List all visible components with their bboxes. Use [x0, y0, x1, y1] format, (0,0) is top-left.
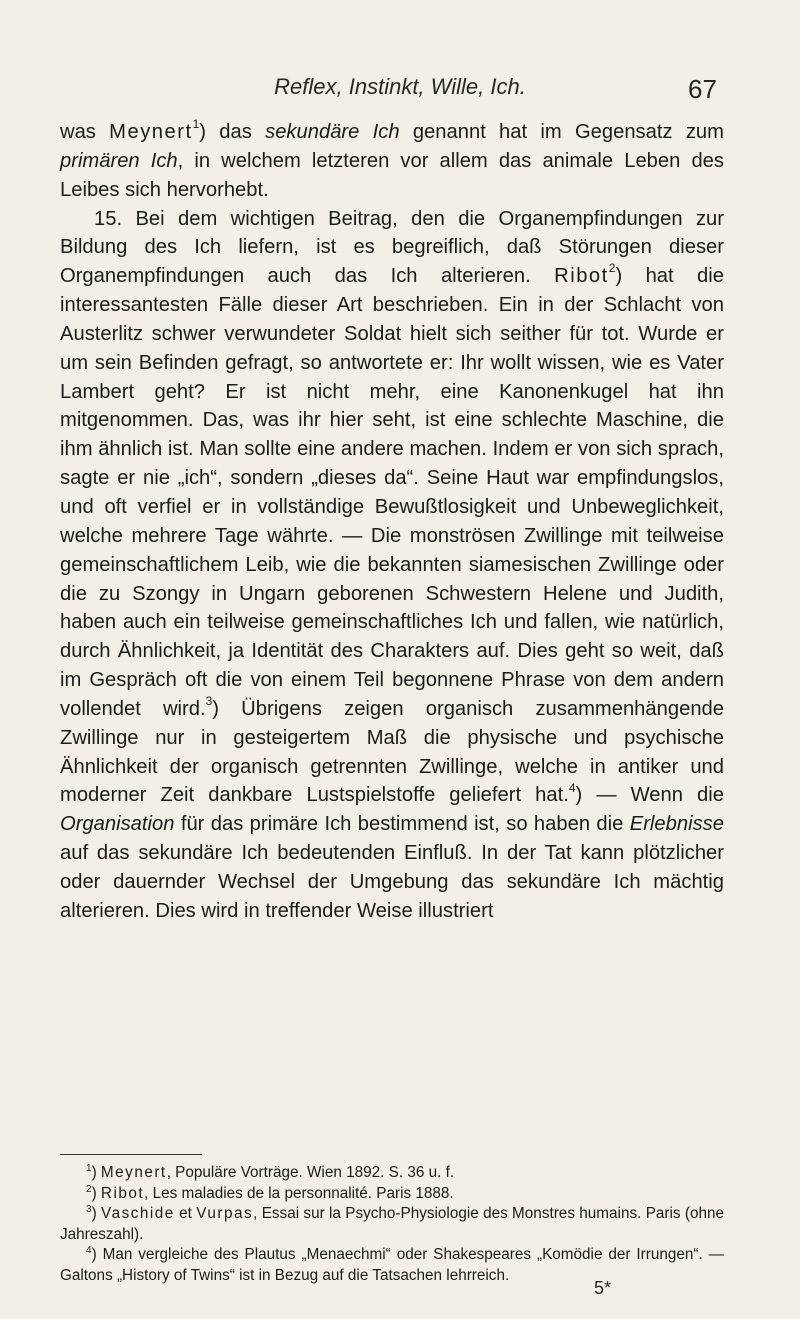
emphasis: sekundäre Ich	[265, 121, 400, 143]
text-run: für das primäre Ich bestimmend ist, so haben die	[174, 813, 630, 836]
footnote-number: 2	[86, 1183, 92, 1195]
text-run: ) das	[199, 121, 266, 143]
emphasis: Erlebnisse	[629, 813, 724, 836]
text-run: ) Übrigens zeigen organisch zusammenhängende Zwillinge nur in gesteigertem Maß die physische und psychische Ähnlichkeit der organisch getrennten Zwillinge, welche in antiker und moderner Zeit dankbare Lustspielstoffe geliefert hat.	[60, 697, 724, 807]
footnote-marker: 3	[205, 694, 213, 709]
paragraph	[60, 205, 724, 926]
footnote-marker: 2	[608, 261, 616, 276]
emphasis: Organisation	[60, 813, 175, 836]
text-run: was	[60, 121, 110, 143]
text-run: 15. Bei dem wichtigen Beitrag, den die Organempfindungen zur Bildung des Ich liefern, ist es begreiflich, daß Störungen dieser Organempfindungen auch das Ich alterieren.	[60, 207, 724, 288]
author-name: Meynert	[100, 1164, 167, 1181]
text-run: genannt hat im Gegensatz zum	[399, 121, 724, 143]
text-run: et	[174, 1205, 197, 1223]
text-run: auf das sekundäre Ich bedeutenden Einfluß. In der Tat kann plötzlicher oder dauernder Wechsel der Umgebung das sekundäre Ich mächtig alterieren. Dies wird in treffender Weise illustriert	[60, 842, 724, 922]
paragraph	[60, 118, 724, 205]
footnote-number: 3	[86, 1204, 92, 1216]
signature-mark: 5*	[594, 1278, 612, 1298]
emphasis: primären Ich	[60, 149, 178, 172]
footnote-marker: 1	[192, 117, 200, 132]
footnote-number: 1	[86, 1162, 92, 1174]
author-name: Meynert	[109, 121, 193, 143]
text-run: ) — Wenn die	[575, 784, 724, 807]
footnotes	[60, 1163, 724, 1287]
author-name: Ribot	[554, 265, 609, 288]
author-name: Ribot	[100, 1184, 145, 1202]
footnote-number: 4	[86, 1245, 92, 1257]
body-text	[60, 118, 724, 926]
text-run: , in welchem letzteren vor allem das animale Leben des Leibes sich hervorhebt.	[60, 149, 724, 201]
running-title: Reflex, Instinkt, Wille, Ich.	[274, 74, 526, 99]
footnote: $^4$) Man vergleiche des Plautus „Menaechmi“ oder Shakespeares „Komödie der Irrungen“. — Galtons „History of Twins“ ist in Bezug auf die Tatsachen lehrreich.	[60, 1245, 724, 1284]
footnote: $^2$) Ribot, Les maladies de la personnalité. Paris 1888.	[86, 1183, 454, 1202]
author-name: Vurpas	[196, 1205, 254, 1223]
text-run: , Les maladies de la personnalité. Paris 1888.	[144, 1184, 454, 1202]
text-run: Man vergleiche des Plautus „Menaechmi“ oder Shakespeares „Komödie der Irrungen“. — Galtons „History of Twins“ ist in Bezug auf die Tatsachen lehrreich.	[60, 1246, 724, 1284]
text-run: , Populäre Vorträge. Wien 1892. S. 36 u. f.	[166, 1164, 455, 1181]
page-number: 67	[688, 74, 717, 104]
footnote-divider	[60, 1154, 202, 1155]
footnote: $^1$) Meynert, Populäre Vorträge. Wien 1892. S. 36 u. f.	[86, 1162, 455, 1181]
text-run: , Essai sur la Psycho-Physiologie des Monstres humains. Paris (ohne Jahreszahl).	[60, 1205, 724, 1243]
footnote: $^3$) Vaschide et Vurpas, Essai sur la Psycho-Physiologie des Monstres humains. Paris (ohne Jahreszahl).	[60, 1204, 724, 1243]
footnote-marker: 4	[568, 780, 576, 795]
text-run: ) hat die interessantesten Fälle dieser Art beschrieben. Ein in der Schlacht von Austerlitz schwer verwundeter Soldat hielt sich seither für tot. Wurde er um sein Befinden gefragt, so antwortete er: Ihr wollt wissen, wie es Vater Lambert geht? Er ist nicht mehr, eine Kanonenkugel hat ihn mitgenommen. Das, was ihr hier seht, ist eine schlechte Maschine, die ihm ähnlich ist. Man sollte eine andere machen. Indem er von sich sprach, sagte er nie „ich“, sondern „dieses da“. Seine Haut war empfindungslos, und oft verfiel er in vollständige Bewußtlosigkeit und Unbeweglichkeit, welche mehrere Tage währte. — Die monströsen Zwillinge mit teilweise gemeinschaftlichem Leib, wie die bekannten siamesischen Zwillinge oder die zu Szongy in Ungarn geborenen Schwestern Helene und Judith, haben auch ein teilweise gemeinschaftliches Ich und fallen, wie natürlich, durch Ähnlichkeit, ja Identität des Charakters auf. Dies geht so weit, daß im Gespräch oft die von einem Teil begonnene Phrase von dem andern vollendet wird.	[60, 265, 724, 720]
author-name: Vaschide	[101, 1205, 175, 1223]
